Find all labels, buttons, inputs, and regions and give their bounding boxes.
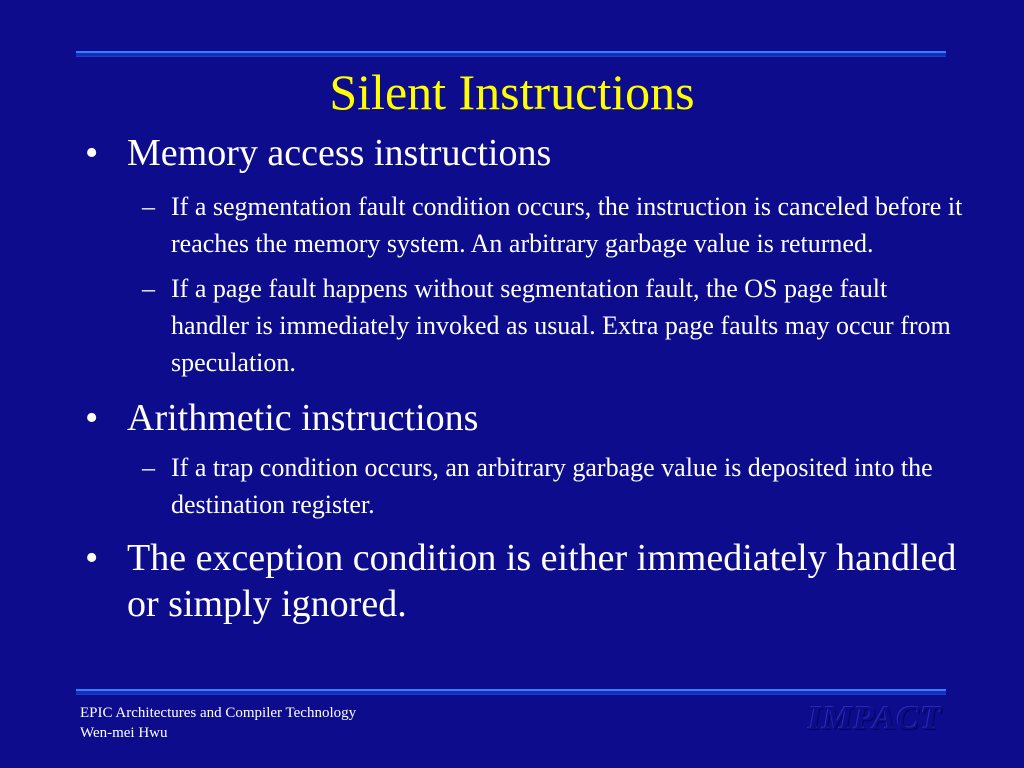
sub-bullet-marker: – bbox=[142, 453, 155, 482]
slide-content bbox=[85, 130, 965, 627]
footer bbox=[80, 703, 356, 743]
bullet-exception-condition bbox=[85, 535, 965, 627]
sub-bullet-text: If a segmentation fault condition occurs, the instruction is canceled before it reaches the memory system. An arbitrary garbage value is returned. bbox=[171, 192, 963, 258]
bullet-marker: • bbox=[85, 537, 99, 579]
bullet-marker: • bbox=[85, 397, 99, 439]
bullet-text: Memory access instructions bbox=[127, 132, 552, 174]
bullet-text: Arithmetic instructions bbox=[127, 397, 479, 439]
sub-bullet-marker: – bbox=[142, 192, 155, 221]
footer-course-title: EPIC Architectures and Compiler Technology bbox=[80, 705, 357, 721]
sub-bullet-text: If a trap condition occurs, an arbitrary garbage value is deposited into the destination register. bbox=[171, 453, 933, 519]
sub-bullet-trap-condition bbox=[85, 449, 965, 523]
bottom-divider bbox=[76, 689, 946, 695]
bullet-text: The exception condition is either immediately handled or simply ignored. bbox=[127, 537, 957, 625]
sub-bullet-text: If a page fault happens without segmentation fault, the OS page fault handler is immediately invoked as usual. Extra page faults may occur from speculation. bbox=[171, 274, 951, 377]
sub-bullet-page-fault bbox=[85, 270, 965, 381]
bullet-marker: • bbox=[85, 132, 99, 174]
sub-bullet-segmentation-fault bbox=[85, 188, 965, 262]
impact-logo: IMPACT bbox=[808, 700, 942, 737]
bullet-arithmetic bbox=[85, 395, 965, 441]
slide-title: Silent Instructions bbox=[329, 64, 695, 120]
footer-author: Wen-mei Hwu bbox=[80, 725, 168, 741]
sub-bullet-marker: – bbox=[142, 274, 155, 303]
bullet-memory-access bbox=[85, 130, 965, 176]
top-divider bbox=[76, 51, 946, 57]
